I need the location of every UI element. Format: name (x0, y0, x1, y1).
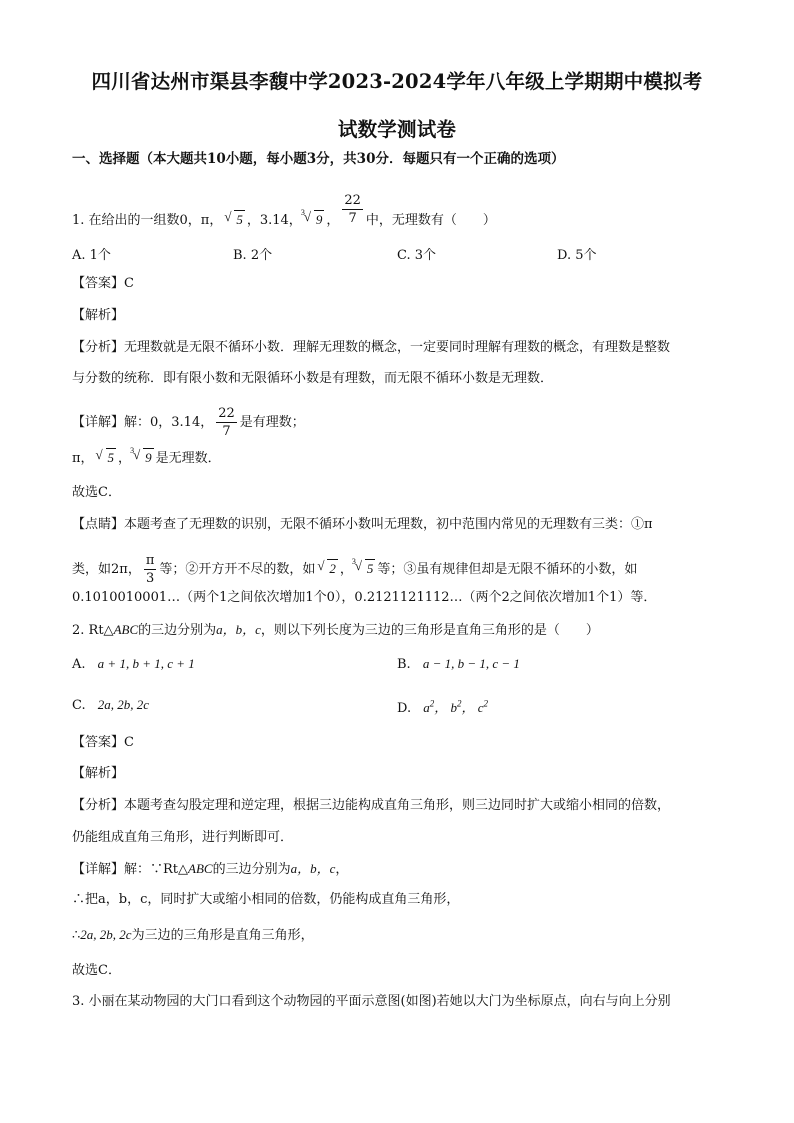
exponent: 2 (429, 698, 435, 709)
q2-analysis-line2: 仍能组成直角三角形，进行判断即可． (72, 830, 294, 845)
scaled-sides: 2a, 2b, 2c (80, 927, 132, 942)
detail-part: 是有理数； (239, 415, 305, 430)
radicand: 5 (107, 450, 115, 465)
q2-stem (72, 621, 599, 640)
option-expression: a − 1, b − 1, c − 1 (422, 656, 520, 671)
triangle-name: ABC (113, 622, 139, 637)
q1-stem-part: 1. 在给出的一组数0，π， (72, 213, 223, 228)
detail-part: ， (118, 451, 132, 466)
q1-analysis-line1: 【分析】无理数就是无限不循环小数．理解无理数的概念，一定要同时理解有理数的概念，有理数是整数 (72, 340, 671, 355)
numerator: π (145, 553, 155, 568)
radical-icon: √ (224, 209, 232, 224)
numerator: 22 (218, 406, 235, 421)
q1-choose: 故选C． (72, 485, 121, 500)
radical-icon: √ (95, 447, 103, 462)
detail-part: 【详解】解：0，3.14， (72, 415, 214, 430)
q2-stem-part: 的三边分别为 (138, 623, 217, 638)
radicand: 2 (329, 561, 336, 576)
q1-analysis-head: 【解析】 (72, 308, 125, 323)
detail-part: π， (72, 451, 94, 466)
comment-part: 等；②开方开不尽的数，如 (159, 562, 316, 577)
fraction-pi-3 (144, 552, 157, 587)
detail-part: 为三边的三角形是直角三角形， (131, 928, 314, 943)
q1-option-b: B. 2个 (233, 248, 273, 263)
q1-option-c: C. 3个 (397, 248, 437, 263)
fraction-22-7 (342, 192, 363, 227)
radical-icon: √ (133, 447, 141, 462)
q1-option-a: A. 1个 (72, 248, 111, 263)
side-variables: a，b，c (216, 622, 261, 637)
q2-stem-part: ，则以下列长度为三边的三角形是直角三角形的是（ ） (260, 623, 599, 638)
sqrt-2 (317, 559, 338, 578)
comment-part: ， (339, 562, 353, 577)
option-expression: a + 1, b + 1, c + 1 (97, 656, 195, 671)
q2-stem-part: 2. (72, 623, 89, 638)
comment-part: 类，如2π， (72, 562, 141, 577)
option-label: B. (397, 657, 411, 672)
rt-triangle-symbol: Rt△ (163, 862, 189, 877)
option-expression: 2a, 2b, 2c (97, 697, 150, 712)
exponent: 2 (483, 698, 489, 709)
q1-detail-line1 (72, 405, 305, 440)
option-label: A. (72, 657, 86, 672)
doc-title-line2: 试数学测试卷 (337, 118, 457, 141)
sqrt-5 (224, 210, 245, 229)
q2-detail-line2: ∴把a，b，c，同时扩大或缩小相同的倍数，仍能构成直角三角形， (72, 892, 460, 907)
exponent: 2 (457, 698, 462, 709)
fraction-22-7 (216, 405, 237, 440)
radical-icon: √ (354, 558, 363, 573)
comment-part: 等；③虽有规律但却是无限不循环的小数，如 (377, 562, 638, 577)
detail-part: 是无理数． (155, 451, 221, 466)
q1-comment-line2 (72, 552, 637, 587)
q1-comment-line3: 0.1010010001…（两个1之间依次增加1个0），0.2121121112…（两个2之间依次增加1个1）等． (72, 590, 657, 605)
section-heading: 一、选择题（本大题共10小题，每小题3分，共30分．每题只有一个正确的选项） (72, 151, 565, 167)
q1-analysis-line2: 与分数的统称．即有限小数和无限循环小数是有理数，而无限不循环小数是无理数． (72, 371, 554, 386)
radicand: 9 (145, 450, 152, 465)
root-index: 3 (300, 208, 305, 217)
var-a: a (423, 700, 430, 715)
root-index: 3 (351, 557, 356, 566)
q2-analysis-head: 【解析】 (72, 766, 125, 781)
q2-option-a (72, 656, 195, 672)
q2-answer: 【答案】C (72, 735, 134, 750)
q2-option-c (72, 697, 149, 713)
sqrt-5 (96, 448, 117, 467)
triangle-name: ABC (188, 861, 213, 876)
q2-analysis-line1: 【分析】本题考查勾股定理和逆定理，根据三边能构成直角三角形，则三边同时扩大或缩小相同的倍数， (72, 798, 671, 813)
rt-triangle-symbol: Rt△ (88, 623, 114, 638)
radical-icon: √ (317, 558, 325, 573)
radicand: 5 (366, 561, 374, 576)
side-variables: a，b，c (290, 861, 336, 876)
detail-part: ∴ (72, 928, 81, 943)
var-b: b (450, 700, 457, 715)
option-label: D. (397, 701, 412, 716)
numerator: 22 (344, 193, 361, 208)
root-index: 3 (130, 446, 135, 455)
q1-stem-part: 中，无理数有（ ） (365, 213, 496, 228)
cbrt-9 (300, 208, 325, 229)
var-c: c (477, 700, 484, 715)
q1-answer: 【答案】C (72, 276, 134, 291)
q1-detail-line2 (72, 448, 221, 468)
cbrt-9 (130, 446, 154, 467)
denominator: 7 (348, 211, 357, 226)
q2-detail-line1 (72, 860, 348, 879)
q2-option-b (397, 656, 520, 672)
q1-comment-line1: 【点睛】本题考查了无理数的识别，无限不循环小数叫无理数，初中范围内常见的无理数有三类：①π (72, 517, 653, 532)
q2-detail-line3 (72, 926, 314, 945)
denominator: 3 (145, 571, 155, 586)
option-expression: $a^2$， $b^2$， $c^2$ (423, 698, 489, 715)
q1-stem (72, 193, 496, 230)
detail-part: 的三边分别为 (212, 862, 291, 877)
radicand: 5 (236, 212, 243, 227)
radicand: 9 (315, 212, 323, 227)
option-label: C. (72, 698, 86, 713)
q1-stem-part: ，3.14， (246, 213, 302, 228)
doc-title-line1: 四川省达州市渠县李馥中学2023-2024学年八年级上学期期中模拟考 (91, 70, 703, 93)
radical-icon: √ (303, 209, 311, 224)
detail-part: 【详解】解：∵ (72, 862, 164, 877)
q3-stem: 3. 小丽在某动物园的大门口看到这个动物园的平面示意图(如图)若她以大门为坐标原点，向右与向上分别 (72, 994, 671, 1009)
denominator: 7 (222, 424, 231, 439)
q2-option-d (397, 697, 488, 716)
q1-stem-part: ， (326, 213, 340, 228)
q1-option-d: D. 5个 (557, 248, 597, 263)
cbrt-5 (351, 557, 376, 578)
detail-part: ， (335, 862, 349, 877)
q2-choose: 故选C． (72, 963, 121, 978)
